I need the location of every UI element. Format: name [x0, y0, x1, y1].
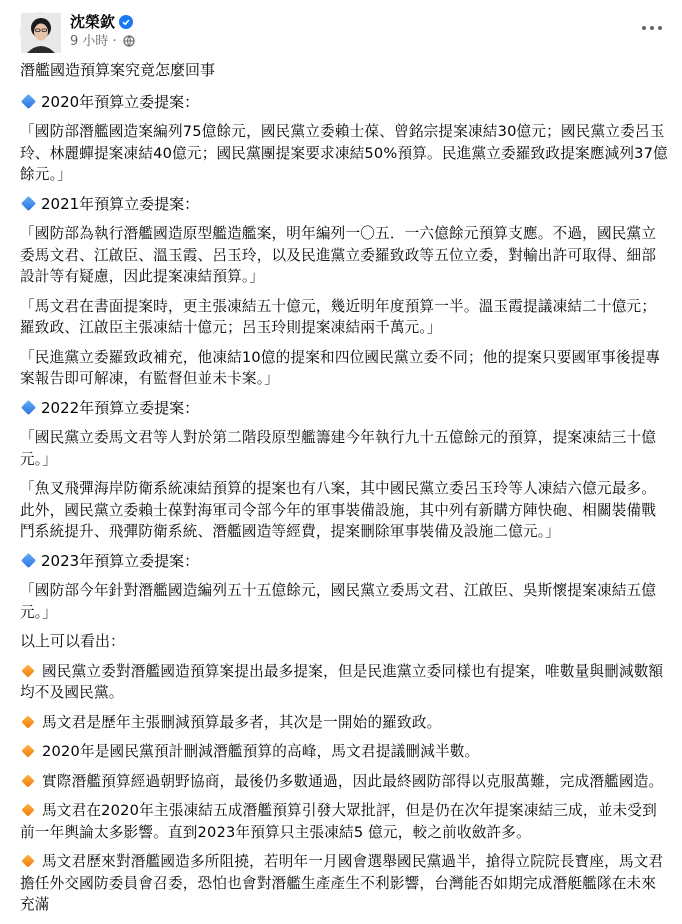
- post-title: 潛艦國造預算案究竟怎麼回事: [20, 61, 216, 79]
- quote-2020-1: 「國防部潛艦國造案編列75億餘元，國民黨立委賴士葆、曾銘宗提案凍結30億元；國民黨立委呂玉玲、林麗蟬提案凍結40億元；國民黨團提案要求凍結50%預算。民進黨立委羅致政提案應減列37億餘元。」: [20, 123, 668, 183]
- heading-2023: 2023年預算立委提案：: [20, 551, 668, 573]
- post-body: [20, 60, 668, 924]
- orange-diamond-icon: [21, 803, 34, 816]
- quote-2021-1: 「國防部為執行潛艦國造原型艦造艦案，明年編列一〇五．一六億餘元預算支應。不過，國民黨立委馬文君、江啟臣、溫玉霞、呂玉玲，以及民進黨立委羅致政等五位立委，對輸出許可取得、細部設計等有疑慮，因此提案凍結預算。」: [20, 225, 657, 285]
- orange-diamond-icon: [21, 854, 34, 867]
- author-name-row: [70, 12, 133, 32]
- quote-2021-3: 「民進黨立委羅致政補充，他凍結10億的提案和四位國民黨立委不同；他的提案只要國軍事後提專案報告即可解凍，有監督但並未卡案。」: [20, 348, 661, 387]
- post-time[interactable]: 9 小時: [70, 34, 109, 49]
- more-options-icon[interactable]: [640, 20, 664, 36]
- post-header: [0, 0, 682, 60]
- quote-2022-1: 「國民黨立委馬文君等人對於第二階段原型艦籌建今年執行九十五億餘元的預算，提案凍結三十億元。」: [20, 429, 657, 468]
- heading-2021: 2021年預算立委提案：: [20, 194, 668, 216]
- heading-2022: 2022年預算立委提案：: [20, 398, 668, 420]
- quote-2021-2: 「馬文君在書面提案時，更主張凍結五十億元，幾近明年度預算一半。溫玉霞提議凍結二十億元；羅致政、江啟臣主張凍結十億元；呂玉玲則提案凍結兩千萬元。」: [20, 297, 657, 336]
- blue-diamond-icon: [21, 399, 36, 414]
- globe-icon: [123, 35, 135, 47]
- summary-intro: 以上可以看出：: [20, 632, 126, 650]
- blue-diamond-icon: [21, 93, 36, 108]
- blue-diamond-icon: [21, 552, 36, 567]
- author-name[interactable]: 沈榮欽: [70, 13, 116, 31]
- summary-bullet: 馬文君在2020年主張凍結五成潛艦預算引發大眾批評，但是仍在次年提案凍結三成，並未受到前一年輿論太多影響。直到2023年預算只主張凍結5 億元，較之前收斂許多。: [20, 802, 657, 841]
- summary-bullet: 馬文君是歷年主張刪減預算最多者，其次是一開始的羅致政。: [20, 712, 668, 734]
- quote-2022-2: 「魚叉飛彈海岸防衛系統凍結預算的提案也有八案，其中國民黨立委呂玉玲等人凍結六億元最多。此外，國民黨立委賴士葆對海軍司令部今年的軍事裝備設施，其中列有新購方陣快砲、相關裝備戰鬥系統提升、飛彈防衛系統、潛艦國造等經費，提案刪除軍事裝備及設施二億元。」: [20, 480, 657, 540]
- blue-diamond-icon: [21, 195, 36, 210]
- heading-2020: 2020年預算立委提案：: [20, 92, 668, 114]
- orange-diamond-icon: [21, 774, 34, 787]
- post-meta: 9 小時 ·: [70, 34, 135, 50]
- avatar[interactable]: [20, 12, 60, 52]
- orange-diamond-icon: [21, 744, 34, 757]
- quote-2023-1: 「國防部今年針對潛艦國造編列五十五億餘元，國民黨立委馬文君、江啟臣、吳斯懷提案凍結五億元。」: [20, 582, 657, 621]
- summary-bullet: 國民黨立委對潛艦國造預算案提出最多提案，但是民進黨立委同樣也有提案，唯數量與刪減數額均不及國民黨。: [20, 662, 664, 701]
- summary-bullet: 實際潛艦預算經過朝野協商，最後仍多數通過，因此最終國防部得以克服萬難，完成潛艦國造。: [20, 771, 668, 793]
- orange-diamond-icon: [21, 715, 34, 728]
- summary-bullet: 2020年是國民黨預計刪減潛艦預算的高峰，馬文君提議刪減半數。: [20, 741, 668, 763]
- verified-badge-icon: [119, 15, 133, 29]
- orange-diamond-icon: [21, 664, 34, 677]
- summary-bullet: 馬文君歷來對潛艦國造多所阻撓，若明年一月國會選舉國民黨過半，搶得立院院長寶座，馬文君擔任外交國防委員會召委，恐怕也會對潛艦生產產生不利影響，台灣能否如期完成潛艇艦隊在未來充滿: [20, 853, 664, 913]
